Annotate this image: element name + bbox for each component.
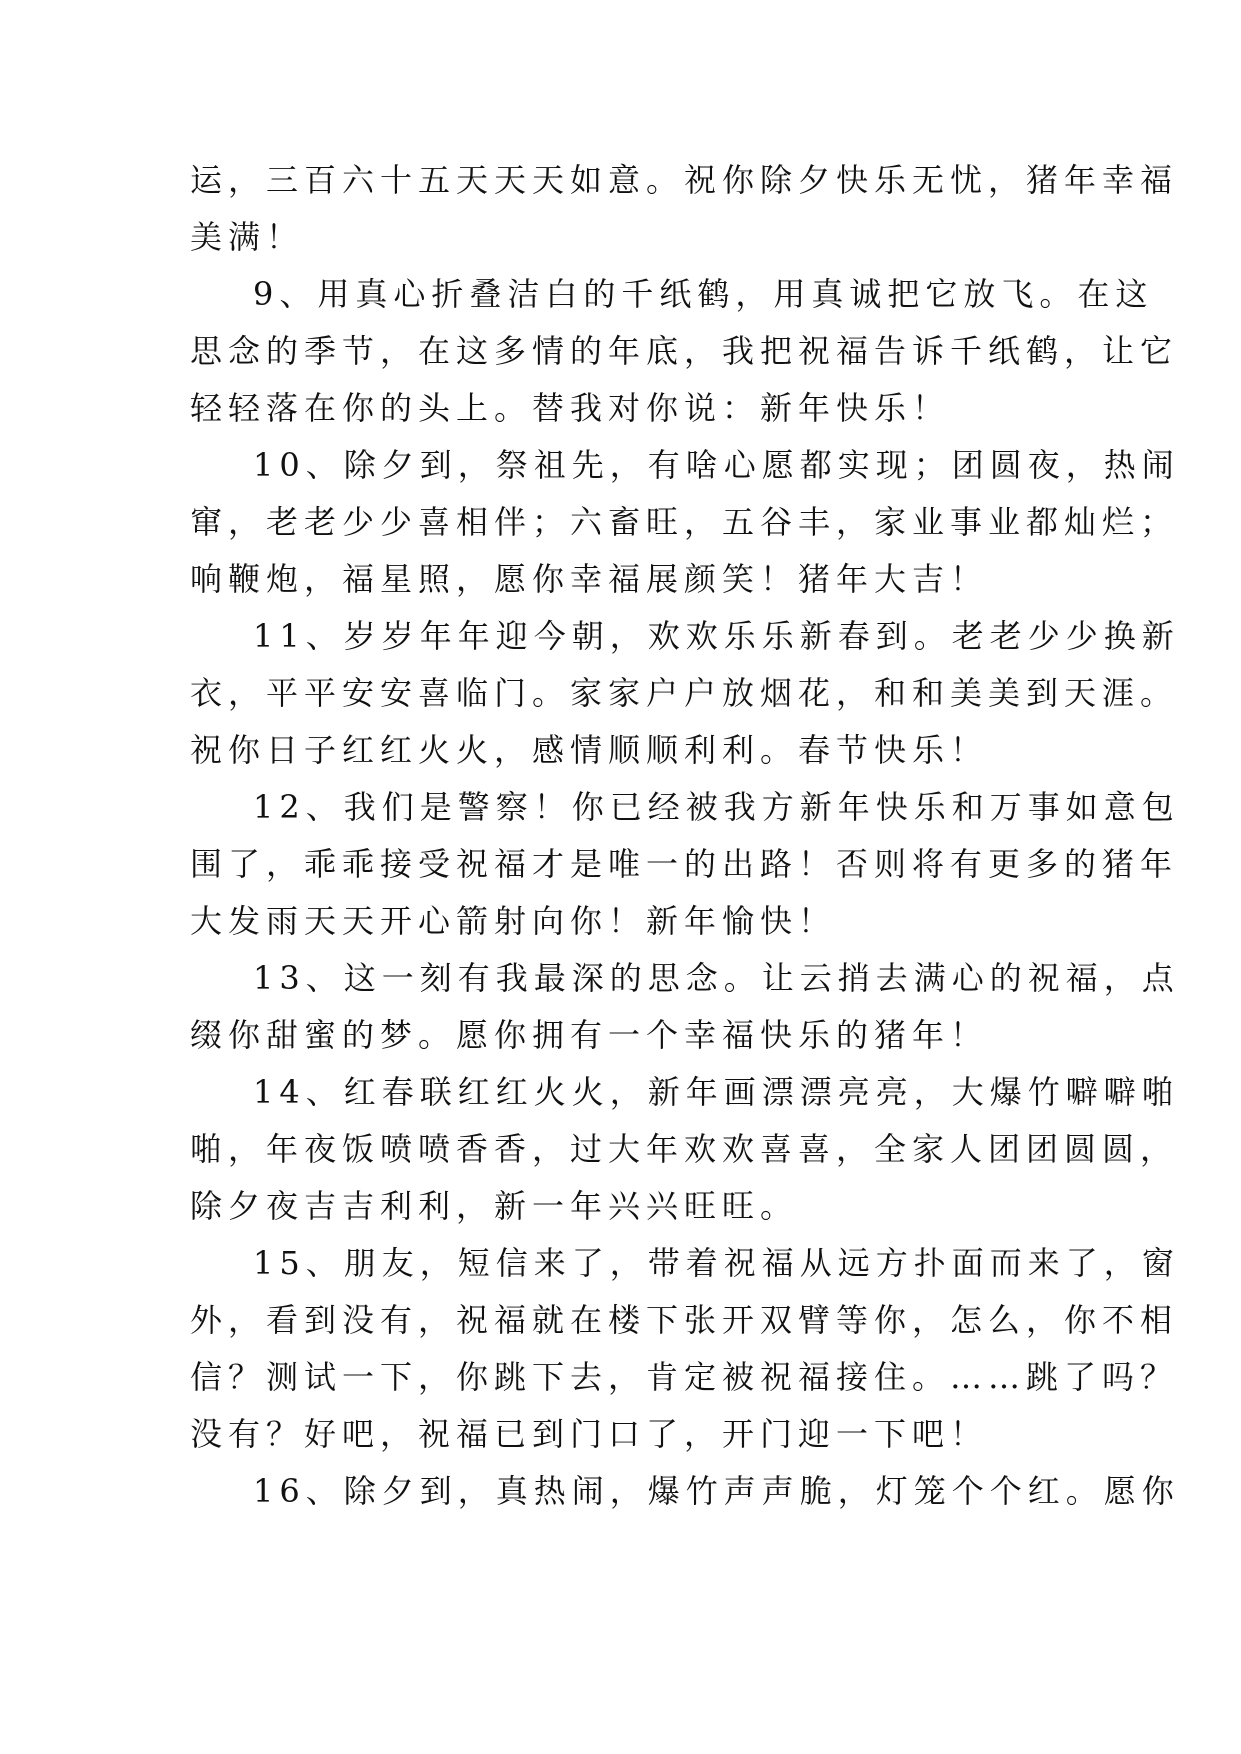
text-line: 啪，年夜饭喷喷香香，过大年欢欢喜喜，全家人团团圆圆， [190, 1130, 1179, 1168]
paragraph-start-10: 10、除夕到，祭祖先，有啥心愿都实现；团圆夜，热闹 [253, 446, 1180, 484]
paragraph-start-12: 12、我们是警察！你已经被我方新年快乐和万事如意包 [253, 788, 1180, 826]
text-line: 窜，老老少少喜相伴；六畜旺，五谷丰，家业事业都灿烂； [190, 503, 1179, 541]
paragraph-start-14: 14、红春联红红火火，新年画漂漂亮亮，大爆竹噼噼啪 [253, 1073, 1180, 1111]
text-line: 衣，平平安安喜临门。家家户户放烟花，和和美美到天涯。 [190, 674, 1179, 712]
paragraph-start-9: 9、用真心折叠洁白的千纸鹤，用真诚把它放飞。在这 [253, 275, 1154, 313]
text-line: 没有？好吧，祝福已到门口了，开门迎一下吧！ [190, 1415, 989, 1453]
text-line: 响鞭炮，福星照，愿你幸福展颜笑！猪年大吉！ [190, 560, 989, 598]
text-line: 思念的季节，在这多情的年底，我把祝福告诉千纸鹤，让它 [190, 332, 1179, 370]
paragraph-start-16: 16、除夕到，真热闹，爆竹声声脆，灯笼个个红。愿你 [253, 1472, 1180, 1510]
text-line: 外，看到没有，祝福就在楼下张开双臂等你，怎么，你不相 [190, 1301, 1179, 1339]
text-line: 运，三百六十五天天天如意。祝你除夕快乐无忧，猪年幸福 [190, 161, 1179, 199]
text-line: 围了，乖乖接受祝福才是唯一的出路！否则将有更多的猪年 [190, 845, 1179, 883]
text-line: 美满！ [190, 218, 305, 256]
paragraph-start-11: 11、岁岁年年迎今朝，欢欢乐乐新春到。老老少少换新 [253, 617, 1180, 655]
text-line: 祝你日子红红火火，感情顺顺利利。春节快乐！ [190, 731, 989, 769]
text-line: 缀你甜蜜的梦。愿你拥有一个幸福快乐的猪年！ [190, 1016, 989, 1054]
text-line: 除夕夜吉吉利利，新一年兴兴旺旺。 [190, 1187, 799, 1225]
text-line: 大发雨天天开心箭射向你！新年愉快！ [190, 902, 837, 940]
paragraph-start-13: 13、这一刻有我最深的思念。让云捎去满心的祝福，点 [253, 959, 1180, 997]
paragraph-start-15: 15、朋友，短信来了，带着祝福从远方扑面而来了，窗 [253, 1244, 1180, 1282]
text-line: 轻轻落在你的头上。替我对你说：新年快乐！ [190, 389, 951, 427]
text-line: 信？测试一下，你跳下去，肯定被祝福接住。……跳了吗？ [190, 1358, 1179, 1396]
